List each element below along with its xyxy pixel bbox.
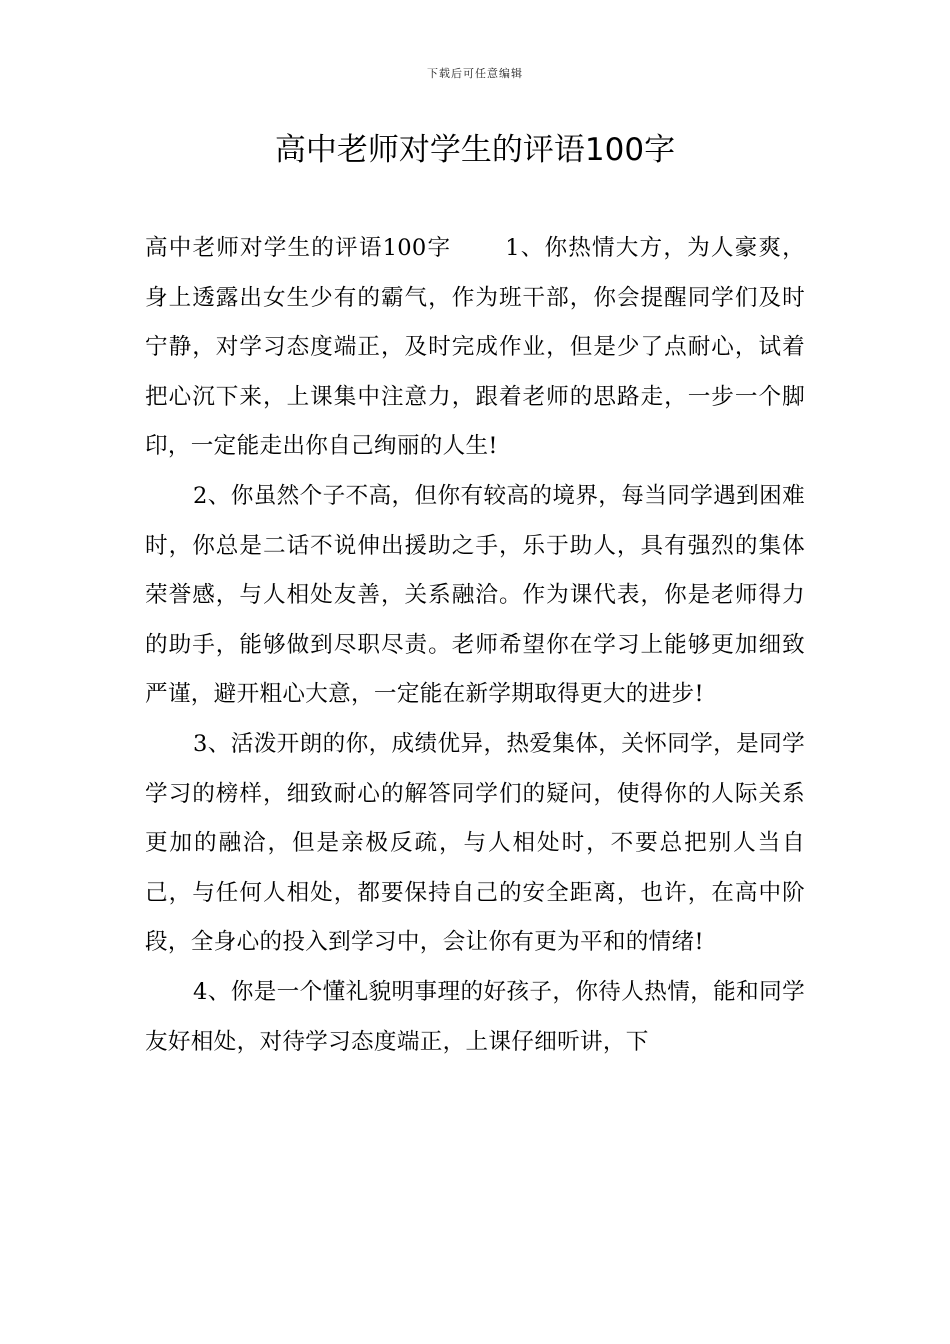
header-note: 下载后可任意编辑 — [427, 67, 523, 80]
paragraph-1-text: 1、你热情大方，为人豪爽，身上透露出女生少有的霸气，作为班干部，你会提醒同学们及时宁静，对学习态度端正，及时完成作业，但是少了点耐心，试着把心沉下来，上课集中注意力，跟着老师的思路走，一步一个脚印，一定能走出你自己绚丽的人生! — [145, 235, 806, 460]
intro-label: 高中老师对学生的评语100字 — [145, 235, 452, 261]
paragraph-1 — [145, 224, 805, 472]
paragraph-4: 4、你是一个懂礼貌明事理的好孩子，你待人热情，能和同学友好相处，对待学习态度端正，上课仔细听讲，下 — [145, 978, 805, 1055]
document-body — [145, 224, 805, 1067]
paragraph-3: 3、活泼开朗的你，成绩优异，热爱集体，关怀同学，是同学学习的榜样，细致耐心的解答同学们的疑问，使得你的人际关系更加的融洽，但是亲极反疏，与人相处时，不要总把别人当自己，与任何人相处，都要保持自己的安全距离，也许，在高中阶段，全身心的投入到学习中，会让你有更为平和的情绪! — [145, 730, 805, 956]
paragraph-2: 2、你虽然个子不高，但你有较高的境界，每当同学遇到困难时，你总是二话不说伸出援助之手，乐于助人，具有强烈的集体荣誉感，与人相处友善，关系融洽。作为课代表，你是老师得力的助手，能够做到尽职尽责。老师希望你在学习上能够更加细致严谨，避开粗心大意，一定能在新学期取得更大的进步! — [145, 482, 805, 708]
document-title: 高中老师对学生的评语100字 — [274, 132, 676, 168]
